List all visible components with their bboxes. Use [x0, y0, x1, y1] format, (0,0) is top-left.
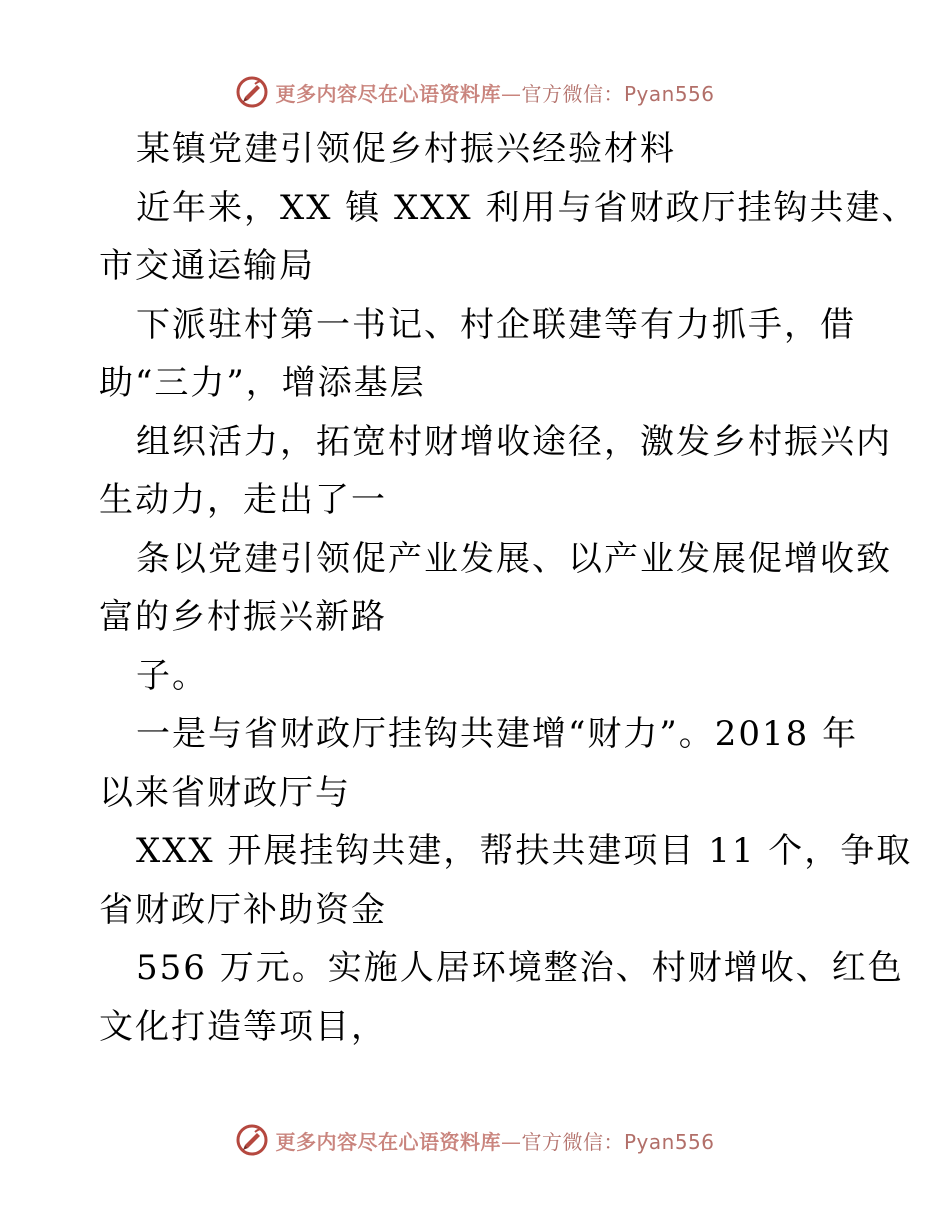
paragraph-line: 市交通运输局	[99, 246, 315, 286]
paragraph-line: 子。	[136, 655, 208, 696]
paragraph-line: 生动力，走出了一	[99, 480, 387, 520]
paragraph-line: 以来省财政厅与	[99, 772, 351, 813]
paragraph-line: 助“三力”，增添基层	[99, 363, 426, 403]
header-banner	[0, 72, 950, 112]
header-site-text: 更多内容尽在心语资料库	[275, 81, 501, 106]
footer-banner-inner	[235, 1123, 714, 1157]
pen-quill-logo-icon	[235, 1123, 269, 1157]
paragraph-line: 近年来，XX 镇 XXX 利用与省财政厅挂钩共建、	[136, 187, 918, 228]
paragraph-line: 一是与省财政厅挂钩共建增“财力”。2018 年	[136, 714, 859, 754]
footer-dash: —	[500, 1129, 522, 1154]
paragraph-line: 条以党建引领促产业发展、以产业发展促增收致	[136, 538, 892, 579]
paragraph-line: 省财政厅补助资金	[99, 889, 387, 930]
paragraph-line: 组织活力，拓宽村财增收途径，激发乡村振兴内	[136, 421, 892, 462]
footer-wechat-id: Pyan556	[623, 1129, 715, 1154]
footer-wechat-label: 官方微信：	[521, 1129, 624, 1154]
footer-banner-text	[275, 1126, 714, 1155]
document-title: 某镇党建引领促乡村振兴经验材料	[136, 129, 676, 169]
pen-quill-logo-icon	[235, 75, 269, 109]
paragraph-line: 富的乡村振兴新路	[99, 597, 387, 637]
paragraph-line: 文化打造等项目，	[99, 1006, 387, 1047]
footer-banner	[0, 1120, 950, 1160]
header-dash: —	[500, 81, 522, 106]
footer-site-text: 更多内容尽在心语资料库	[275, 1129, 501, 1154]
header-banner-inner	[235, 75, 714, 109]
document-body	[99, 120, 918, 1056]
header-banner-text	[275, 78, 714, 107]
header-wechat-label: 官方微信：	[521, 81, 624, 106]
paragraph-line: 下派驻村第一书记、村企联建等有力抓手，借	[136, 304, 856, 345]
paragraph-line: 556 万元。实施人居环境整治、村财增收、红色	[136, 948, 904, 988]
header-wechat-id: Pyan556	[623, 81, 715, 106]
paragraph-line: XXX 开展挂钩共建，帮扶共建项目 11 个，争取	[136, 831, 913, 871]
